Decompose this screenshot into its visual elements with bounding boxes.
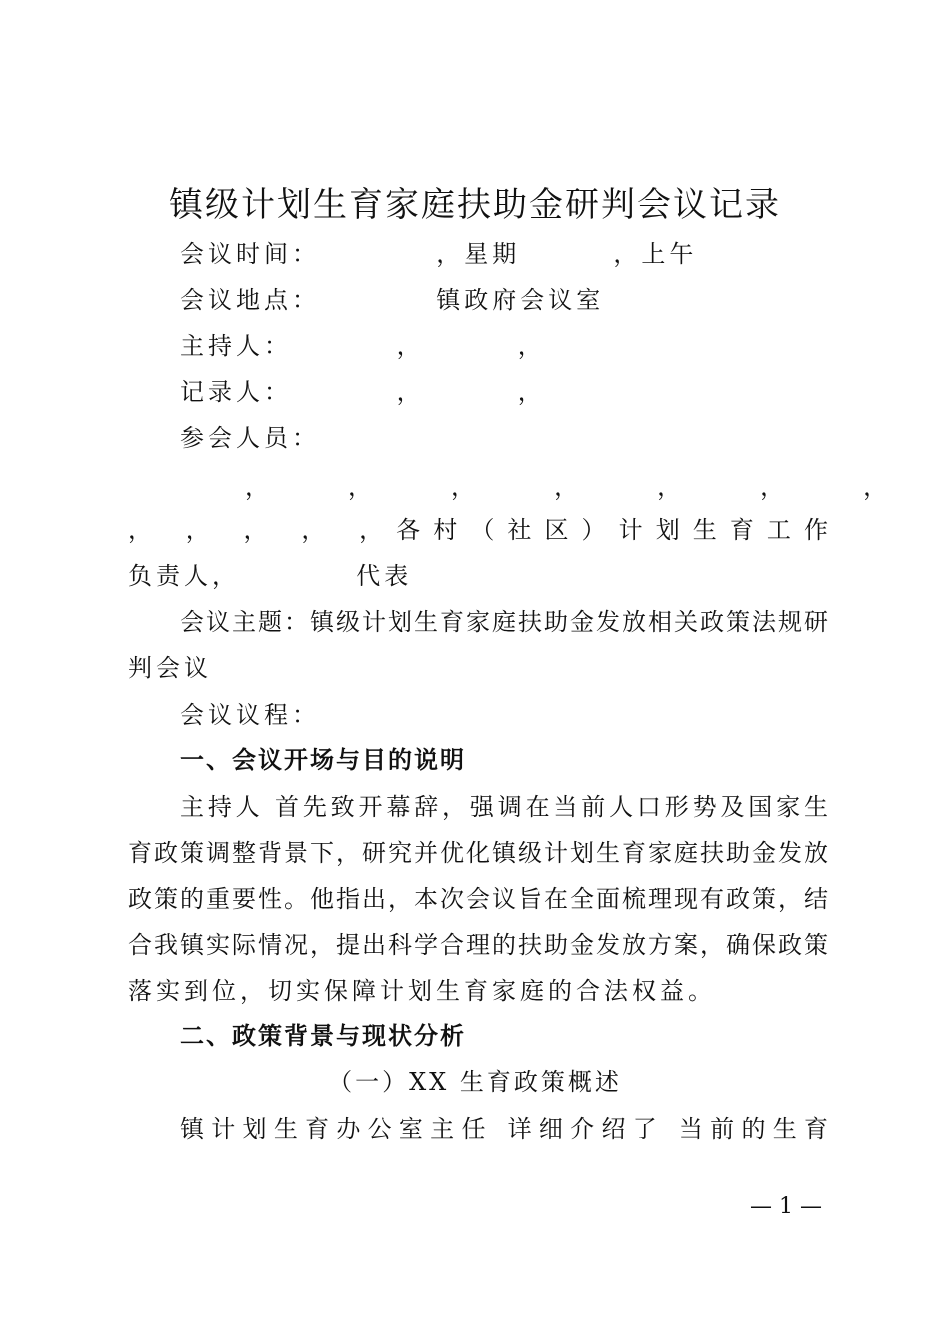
attendees-line-3: 负责人， 代表 [128, 562, 413, 590]
section-1-line: 合我镇实际情况，提出科学合理的扶助金发放方案，确保政策 [128, 931, 828, 959]
meeting-place: 会议地点： 镇政府会议室 [180, 286, 605, 314]
attendees-line-2: ， ， ， ， ，各村（社区）计划生育工作 [128, 516, 828, 544]
meeting-host: 主持人： ， ， [180, 332, 546, 360]
meeting-topic-line-1: 会议主题：镇级计划生育家庭扶助金发放相关政策法规研 [180, 608, 828, 636]
section-1-heading: 一、会议开场与目的说明 [180, 746, 466, 774]
section-2-subheading: （一）XX 生育政策概述 [328, 1068, 622, 1096]
section-2-line: 镇计划生育办公室主任 详细介绍了 当前的生育 [180, 1115, 828, 1143]
section-1-line: 政策的重要性。他指出，本次会议旨在全面梳理现有政策，结 [128, 885, 828, 913]
meeting-topic-line-2: 判会议 [128, 654, 212, 682]
attendees-line-1: ， ， ， ， ， ， ， [245, 473, 890, 501]
agenda-label: 会议议程： [180, 701, 320, 729]
section-1-line: 落实到位，切实保障计划生育家庭的合法权益。 [128, 977, 716, 1005]
section-1-line: 育政策调整背景下，研究并优化镇级计划生育家庭扶助金发放 [128, 839, 828, 867]
document-title: 镇级计划生育家庭扶助金研判会议记录 [169, 185, 781, 225]
page-number: — 1 — [750, 1194, 822, 1219]
section-2-heading: 二、政策背景与现状分析 [180, 1022, 466, 1050]
section-1-line: 主持人 首先致开幕辞，强调在当前人口形势及国家生 [180, 793, 828, 821]
attendees-label: 参会人员： [180, 424, 320, 452]
meeting-recorder: 记录人： ， ， [180, 378, 546, 406]
meeting-time: 会议时间： ，星期 ，上午 [180, 240, 698, 268]
